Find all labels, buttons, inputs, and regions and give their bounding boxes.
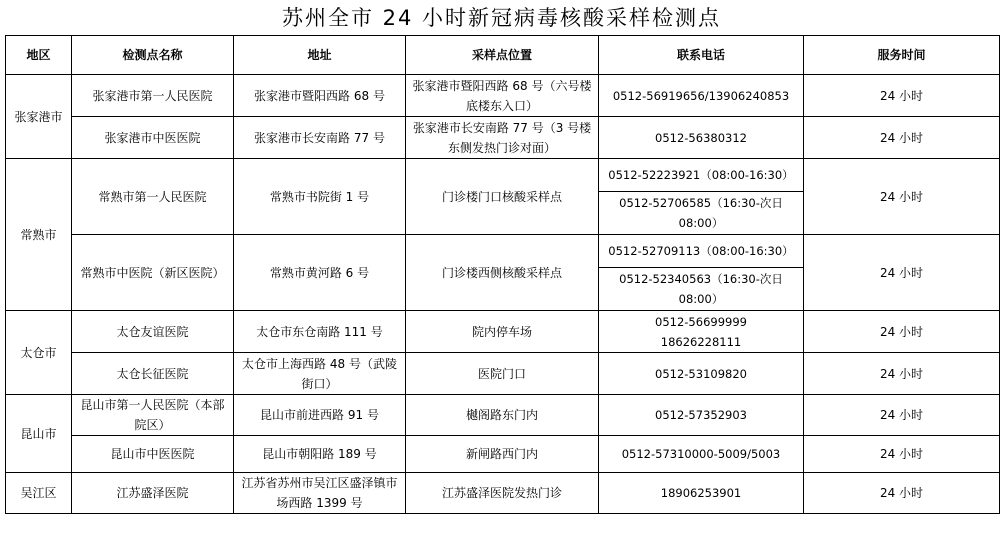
sampling-location-cell: 门诊楼西侧核酸采样点: [406, 235, 599, 311]
phone-cell: 0512-52709113（08:00-16:30）: [599, 235, 804, 268]
region-cell: 吴江区: [6, 473, 72, 514]
table-row: [6, 473, 1000, 514]
header-hours: 服务时间: [804, 36, 1000, 75]
phone-cell: 0512-57352903: [599, 395, 804, 436]
address-cell: 张家港市暨阳西路 68 号: [234, 75, 406, 117]
phone-cell: 0512-52340563（16:30-次日 08:00）: [599, 268, 804, 311]
table-row: [6, 436, 1000, 473]
sampling-location-cell: 医院门口: [406, 353, 599, 395]
address-cell: 太仓市上海西路 48 号（武陵街口）: [234, 353, 406, 395]
phone-cell: 0512-53109820: [599, 353, 804, 395]
hours-cell: 24 小时: [804, 473, 1000, 514]
phone-cell: 0512-52223921（08:00-16:30）: [599, 159, 804, 192]
phone-line: 18626228111: [660, 334, 742, 349]
address-cell: 昆山市朝阳路 189 号: [234, 436, 406, 473]
region-cell: 张家港市: [6, 75, 72, 159]
site-name-cell: 昆山市中医医院: [72, 436, 234, 473]
phone-cell: 0512-56380312: [599, 117, 804, 159]
site-name-cell: 江苏盛泽医院: [72, 473, 234, 514]
phone-cell: [599, 311, 804, 353]
region-cell: 太仓市: [6, 311, 72, 395]
site-name-cell: 张家港市中医医院: [72, 117, 234, 159]
header-address: 地址: [234, 36, 406, 75]
site-name-cell: 常熟市第一人民医院: [72, 159, 234, 235]
table-row: [6, 353, 1000, 395]
table-row: [6, 235, 1000, 268]
table-row: [6, 117, 1000, 159]
phone-line: 0512-56699999: [655, 314, 747, 329]
region-cell: 昆山市: [6, 395, 72, 473]
phone-cell: 0512-52706585（16:30-次日 08:00）: [599, 192, 804, 235]
hours-cell: 24 小时: [804, 311, 1000, 353]
site-name-cell: 昆山市第一人民医院（本部院区）: [72, 395, 234, 436]
table-row: [6, 311, 1000, 353]
header-region: 地区: [6, 36, 72, 75]
page-title: 苏州全市 24 小时新冠病毒核酸采样检测点: [281, 6, 722, 30]
site-name-cell: 太仓友谊医院: [72, 311, 234, 353]
hours-cell: 24 小时: [804, 159, 1000, 235]
table-row: [6, 395, 1000, 436]
address-cell: 常熟市黄河路 6 号: [234, 235, 406, 311]
table-row: [6, 75, 1000, 117]
address-cell: 昆山市前进西路 91 号: [234, 395, 406, 436]
hours-cell: 24 小时: [804, 395, 1000, 436]
site-name-cell: 张家港市第一人民医院: [72, 75, 234, 117]
sampling-location-cell: 新闸路西门内: [406, 436, 599, 473]
site-name-cell: 常熟市中医院（新区医院）: [72, 235, 234, 311]
region-cell: 常熟市: [6, 159, 72, 311]
address-cell: 张家港市长安南路 77 号: [234, 117, 406, 159]
table-row: [6, 159, 1000, 192]
address-cell: 太仓市东仓南路 111 号: [234, 311, 406, 353]
hours-cell: 24 小时: [804, 117, 1000, 159]
hours-cell: 24 小时: [804, 235, 1000, 311]
hours-cell: 24 小时: [804, 353, 1000, 395]
hours-cell: 24 小时: [804, 75, 1000, 117]
sampling-location-cell: 院内停车场: [406, 311, 599, 353]
phone-cell: 0512-56919656/13906240853: [599, 75, 804, 117]
address-cell: 江苏省苏州市吴江区盛泽镇市场西路 1399 号: [234, 473, 406, 514]
header-sampling-location: 采样点位置: [406, 36, 599, 75]
header-phone: 联系电话: [599, 36, 804, 75]
phone-cell: 0512-57310000-5009/5003: [599, 436, 804, 473]
header-site-name: 检测点名称: [72, 36, 234, 75]
sampling-location-cell: 张家港市暨阳西路 68 号（六号楼底楼东入口）: [406, 75, 599, 117]
sampling-location-cell: 樾阁路东门内: [406, 395, 599, 436]
hours-cell: 24 小时: [804, 436, 1000, 473]
sampling-location-cell: 门诊楼门口核酸采样点: [406, 159, 599, 235]
site-name-cell: 太仓长征医院: [72, 353, 234, 395]
testing-sites-table: [5, 35, 1000, 514]
header-row: [6, 36, 1000, 75]
sampling-location-cell: 张家港市长安南路 77 号（3 号楼东侧发热门诊对面）: [406, 117, 599, 159]
phone-cell: 18906253901: [599, 473, 804, 514]
address-cell: 常熟市书院街 1 号: [234, 159, 406, 235]
sampling-location-cell: 江苏盛泽医院发热门诊: [406, 473, 599, 514]
